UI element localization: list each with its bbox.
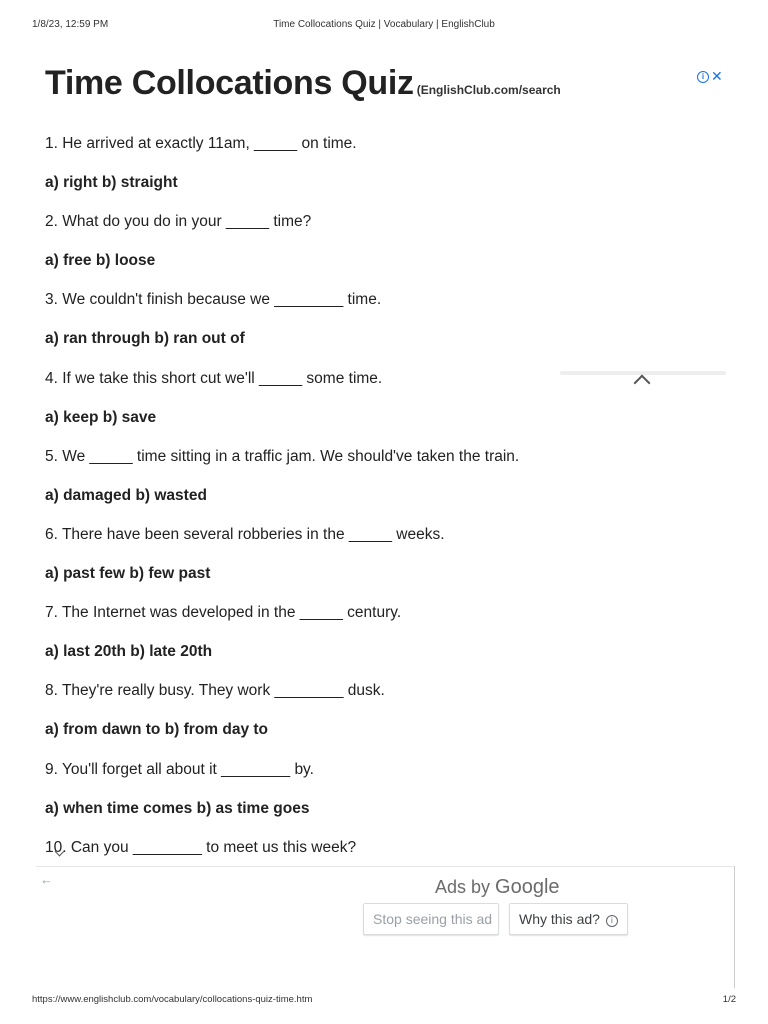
quiz-question-7: 7. The Internet was developed in the _____ century.: [45, 604, 402, 622]
quiz-question-6: 6. There have been several robberies in the _____ weeks.: [45, 525, 445, 543]
ad-panel-divider: [36, 866, 735, 867]
print-page-number: 1/2: [722, 994, 736, 1005]
why-this-ad-label: Why this ad?: [519, 911, 600, 927]
quiz-question-4: 4. If we take this short cut we'll _____ some time.: [45, 369, 383, 387]
quiz-question-1: 1. He arrived at exactly 11am, _____ on time.: [45, 135, 357, 152]
ads-by-google-label: [435, 876, 560, 899]
quiz-question-3: 3. We couldn't finish because we ________ time.: [45, 291, 382, 309]
info-icon[interactable]: i: [697, 71, 709, 83]
title-source-link[interactable]: (EnglishClub.com/search: [416, 83, 561, 97]
title-row: [45, 64, 561, 108]
why-this-ad-button[interactable]: [509, 903, 628, 935]
quiz-options-8: a) from dawn to b) from day to: [45, 721, 269, 739]
print-datetime: 1/8/23, 12:59 PM: [32, 19, 109, 30]
ad-panel: [36, 866, 735, 988]
ad-bar-divider: [560, 371, 726, 375]
quiz-list: [45, 132, 685, 875]
chevron-up-icon[interactable]: [634, 375, 651, 392]
info-icon: i: [606, 915, 618, 927]
quiz-question-5: 5. We _____ time sitting in a traffic jam. We should've taken the train.: [45, 447, 520, 465]
quiz-options-7: a) last 20th b) late 20th: [45, 643, 213, 661]
stop-seeing-ad-button[interactable]: Stop seeing this ad: [363, 903, 499, 935]
close-icon[interactable]: ✕: [711, 68, 723, 84]
page-title: Time Collocations Quiz: [45, 64, 414, 102]
quiz-options-9: a) when time comes b) as time goes: [45, 799, 310, 817]
quiz-options-2: a) free b) loose: [45, 252, 156, 270]
ad-panel-edge: [734, 866, 735, 988]
quiz-question-10: 10. Can you ________ to meet us this week?: [45, 838, 357, 856]
back-arrow-icon[interactable]: ←: [40, 872, 53, 887]
google-logo: Google: [495, 876, 560, 898]
quiz-options-4: a) keep b) save: [45, 408, 157, 426]
quiz-options-3: a) ran through b) ran out of: [45, 330, 245, 348]
print-document-title: Time Collocations Quiz | Vocabulary | EnglishClub: [273, 19, 495, 30]
quiz-options-6: a) past few b) few past: [45, 565, 211, 583]
quiz-options-5: a) damaged b) wasted: [45, 486, 207, 504]
quiz-question-8: 8. They're really busy. They work ________ dusk.: [45, 682, 385, 700]
collapsed-ad-bar[interactable]: [560, 369, 726, 389]
quiz-question-9: 9. You'll forget all about it ________ by.: [45, 760, 314, 778]
ad-choices[interactable]: [697, 68, 723, 85]
print-footer: [32, 994, 736, 1008]
quiz-question-2: 2. What do you do in your _____ time?: [45, 213, 312, 231]
print-header: [32, 19, 736, 33]
quiz-options-1: a) right b) straight: [45, 174, 178, 192]
print-url: https://www.englishclub.com/vocabulary/collocations-quiz-time.htm: [32, 994, 313, 1005]
ads-by-text: Ads by: [435, 877, 491, 897]
